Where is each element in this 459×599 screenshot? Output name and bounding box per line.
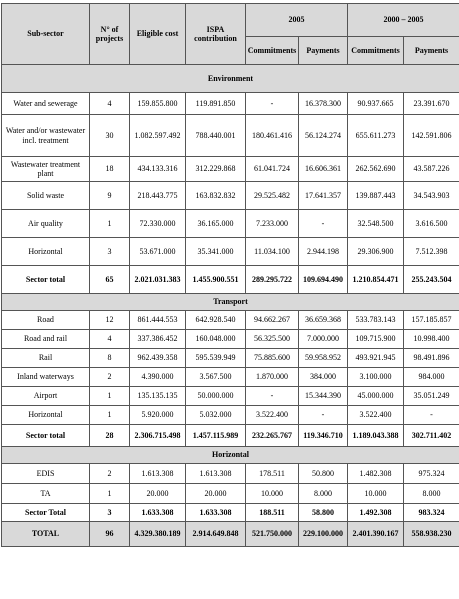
table-cell: 4.329.380.189 [130,522,186,547]
table-cell: 975.324 [404,464,459,484]
table-cell: 15.344.390 [299,387,348,406]
table-cell: 302.711.402 [404,425,459,447]
table-cell: 188.511 [246,504,299,522]
table-cell: 262.562.690 [348,157,404,182]
table-cell: 232.265.767 [246,425,299,447]
table-cell: 61.041.724 [246,157,299,182]
section-title-horizontal: Horizontal [2,447,459,464]
table-cell: 94.662.267 [246,311,299,330]
table-cell: 2.401.390.167 [348,522,404,547]
table-cell: 12 [90,311,130,330]
table-cell: 96 [90,522,130,547]
table-cell: 8.000 [404,484,459,504]
table-cell: 1 [90,484,130,504]
table-cell: 119.891.850 [186,93,246,115]
table-cell: 984.000 [404,368,459,387]
table-cell: 142.591.806 [404,115,459,157]
table-cell: 2.914.649.848 [186,522,246,547]
table-cell: 861.444.553 [130,311,186,330]
table-cell: 2.021.031.383 [130,266,186,294]
table-cell: 255.243.504 [404,266,459,294]
grand-total-row [2,522,459,547]
table-row [2,464,459,484]
table-row [2,349,459,368]
section-title-environment: Environment [2,65,459,93]
table-cell: 159.855.800 [130,93,186,115]
table-cell: 20.000 [186,484,246,504]
row-label: Wastewater treatment plant [2,157,90,182]
table-cell: 533.783.143 [348,311,404,330]
table-cell: 98.491.896 [404,349,459,368]
table-cell: 655.611.273 [348,115,404,157]
sector-total-row [2,266,459,294]
table-cell: 50.800 [299,464,348,484]
row-label: Inland waterways [2,368,90,387]
table-cell: 32.548.500 [348,210,404,238]
table-cell: 119.346.710 [299,425,348,447]
table-cell: 53.671.000 [130,238,186,266]
table-cell: 337.386.452 [130,330,186,349]
table-cell: 289.295.722 [246,266,299,294]
table-cell: 3.616.500 [404,210,459,238]
table-cell: 10.000 [246,484,299,504]
table-cell: 1.613.308 [130,464,186,484]
col-header-payments-2000-2005: Payments [404,37,459,65]
col-header-subsector: Sub-sector [2,4,90,65]
table-cell: 4 [90,93,130,115]
table-cell: 3.522.400 [348,406,404,425]
table-cell: 35.051.249 [404,387,459,406]
table-cell: 180.461.416 [246,115,299,157]
table-row [2,330,459,349]
table-cell: 1.455.900.551 [186,266,246,294]
table-cell: 3.100.000 [348,368,404,387]
table-cell: 56.325.500 [246,330,299,349]
table-cell: 7.233.000 [246,210,299,238]
table-cell: 1.457.115.989 [186,425,246,447]
table-cell: 983.324 [404,504,459,522]
table-cell: 2 [90,464,130,484]
row-label: Road [2,311,90,330]
col-header-payments-2005: Payments [299,37,348,65]
table-cell: 1.613.308 [186,464,246,484]
table-cell: 2.306.715.498 [130,425,186,447]
table-cell: 312.229.868 [186,157,246,182]
table-cell: 90.937.665 [348,93,404,115]
table-row [2,406,459,425]
row-label: TA [2,484,90,504]
table-cell: 218.443.775 [130,182,186,210]
table-row [2,387,459,406]
table-cell: 135.135.135 [130,387,186,406]
table-cell: 384.000 [299,368,348,387]
row-label: Water and/or wastewater incl. treatment [2,115,90,157]
table-cell: 1.189.043.388 [348,425,404,447]
table-cell: 521.750.000 [246,522,299,547]
table-cell: 5.032.000 [186,406,246,425]
table-cell: 157.185.857 [404,311,459,330]
table-cell: 3.522.400 [246,406,299,425]
table-cell: 10.998.400 [404,330,459,349]
table-cell: 139.887.443 [348,182,404,210]
table-cell: 4.390.000 [130,368,186,387]
table-cell: 59.958.952 [299,349,348,368]
table-row [2,115,459,157]
table-cell: 788.440.001 [186,115,246,157]
col-header-2005: 2005 [246,4,348,37]
table-cell: 36.165.000 [186,210,246,238]
row-label: Rail [2,349,90,368]
table-cell: 434.133.316 [130,157,186,182]
table-cell: 29.306.900 [348,238,404,266]
row-label: Road and rail [2,330,90,349]
col-header-projects: N° of projects [90,4,130,65]
table-cell: 20.000 [130,484,186,504]
table-cell: 1 [90,406,130,425]
table-cell: 3 [90,504,130,522]
table-cell: 7.512.398 [404,238,459,266]
ispa-commitments-table [1,3,459,547]
table-cell: 10.000 [348,484,404,504]
table-cell: 4 [90,330,130,349]
table-cell: 17.641.357 [299,182,348,210]
table-cell: 1 [90,210,130,238]
table-cell: 35.341.000 [186,238,246,266]
row-label: Horizontal [2,238,90,266]
table-cell: 45.000.000 [348,387,404,406]
table-cell: 8.000 [299,484,348,504]
table-cell: 3.567.500 [186,368,246,387]
table-cell: 75.885.600 [246,349,299,368]
table-cell: 8 [90,349,130,368]
row-label: Horizontal [2,406,90,425]
row-label: EDIS [2,464,90,484]
table-cell: 109.694.490 [299,266,348,294]
table-cell: 109.715.900 [348,330,404,349]
row-label: TOTAL [2,522,90,547]
table-cell: 493.921.945 [348,349,404,368]
table-cell: - [299,210,348,238]
table-cell: 16.606.361 [299,157,348,182]
table-cell: 65 [90,266,130,294]
table-cell: 3 [90,238,130,266]
table-cell: 56.124.274 [299,115,348,157]
table-cell: 29.525.482 [246,182,299,210]
table-cell: 962.439.358 [130,349,186,368]
table-cell: 1.492.308 [348,504,404,522]
table-cell: 642.928.540 [186,311,246,330]
table-cell: 178.511 [246,464,299,484]
table-cell: 1.082.597.492 [130,115,186,157]
table-cell: 36.659.368 [299,311,348,330]
table-cell: 18 [90,157,130,182]
table-row [2,484,459,504]
row-label: Air quality [2,210,90,238]
table-cell: - [404,406,459,425]
table-cell: 558.938.230 [404,522,459,547]
table-cell: 43.587.226 [404,157,459,182]
col-header-2000-2005: 2000 – 2005 [348,4,459,37]
table-cell: 1.210.854.471 [348,266,404,294]
table-cell: 2 [90,368,130,387]
table-cell: 229.100.000 [299,522,348,547]
table-cell: 58.800 [299,504,348,522]
table-cell: 163.832.832 [186,182,246,210]
table-cell: 16.378.300 [299,93,348,115]
table-cell: 28 [90,425,130,447]
table-cell: - [246,93,299,115]
table-cell: - [299,406,348,425]
table-cell: 23.391.670 [404,93,459,115]
row-label: Sector total [2,425,90,447]
sector-total-row [2,425,459,447]
row-label: Airport [2,387,90,406]
table-row [2,182,459,210]
table-cell: 595.539.949 [186,349,246,368]
table-row [2,368,459,387]
table-cell: 50.000.000 [186,387,246,406]
table-cell: 72.330.000 [130,210,186,238]
row-label: Sector total [2,266,90,294]
table-row [2,238,459,266]
table-cell: 1.633.308 [186,504,246,522]
col-header-commitments-2005: Commitments [246,37,299,65]
table-cell: 160.048.000 [186,330,246,349]
row-label: Solid waste [2,182,90,210]
table-row [2,311,459,330]
col-header-ispa-contribution: ISPA contribution [186,4,246,65]
row-label: Sector Total [2,504,90,522]
table-cell: 7.000.000 [299,330,348,349]
table-cell: 1.633.308 [130,504,186,522]
table-cell: 1 [90,387,130,406]
col-header-commitments-2000-2005: Commitments [348,37,404,65]
section-title-transport: Transport [2,294,459,311]
table-row [2,93,459,115]
table-cell: 11.034.100 [246,238,299,266]
table-cell: 1.870.000 [246,368,299,387]
table-row [2,157,459,182]
table-cell: 34.543.903 [404,182,459,210]
table-cell: - [246,387,299,406]
table-cell: 1.482.308 [348,464,404,484]
sector-total-row [2,504,459,522]
table-cell: 2.944.198 [299,238,348,266]
table-row [2,210,459,238]
table-cell: 30 [90,115,130,157]
table-cell: 9 [90,182,130,210]
table-cell: 5.920.000 [130,406,186,425]
col-header-eligible-cost: Eligible cost [130,4,186,65]
row-label: Water and sewerage [2,93,90,115]
